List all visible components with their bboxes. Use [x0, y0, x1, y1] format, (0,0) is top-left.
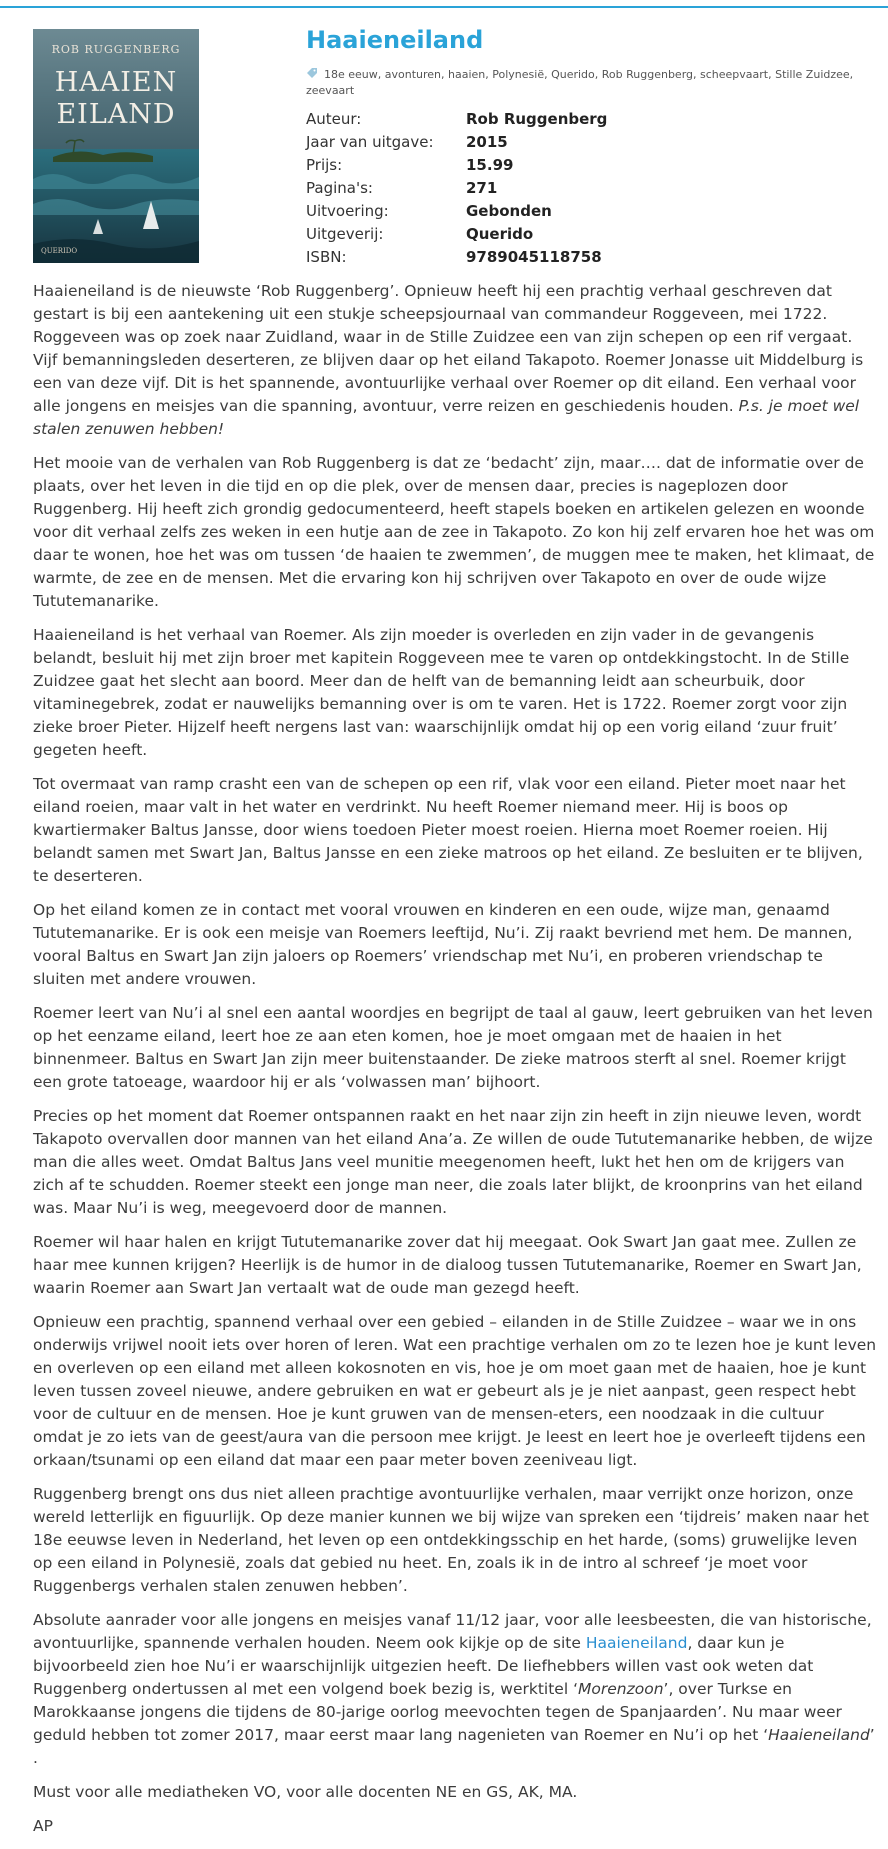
- meta-label: ISBN:: [306, 248, 347, 266]
- review-paragraph: [33, 280, 878, 441]
- review-paragraph: Roemer leert van Nu’i al snel een aantal woordjes en begrijpt de taal al gauw, leert gebruiken van het leven op het eenzame eiland, leert hoe ze aan eten komen, hoe je moet omgaan met de haaien in het binnenmeer. Baltus en Swart Jan zijn meer buitenstaander. De zieke matroos sterft al snel. Roemer krijgt een grote tatoeage, waardoor hij er als ‘volwassen man’ bijhoort.: [33, 1004, 873, 1091]
- meta-row-author: [306, 108, 607, 131]
- meta-row-isbn: [306, 246, 607, 269]
- meta-row-format: [306, 200, 607, 223]
- reviewer-initials: AP: [33, 1817, 53, 1835]
- meta-value: Querido: [466, 225, 534, 243]
- meta-label: Jaar van uitgave:: [306, 133, 434, 151]
- paragraph-text: Haaieneiland is de nieuwste ‘Rob Ruggenberg’. Opnieuw heeft hij een prachtig verhaal geschreven dat gestart is bij een aantekening uit een stukje scheepsjournaal van commandeur Roggeveen, mei 1722. Roggeveen was op zoek naar Zuidland, waar in de Stille Zuidzee een van zijn schepen op een rif vergaat. Vijf bemanningsleden deserteren, ze blijven daar op het eiland Takapoto. Roemer Jonasse uit Middelburg is een van deze vijf. Dit is het spannende, avontuurlijke verhaal over Roemer op dit eiland. Een verhaal voor alle jongens en meisjes van die spanning, avontuur, verre reizen en geschiedenis houden.: [33, 282, 864, 415]
- cover-publisher: QUERIDO: [41, 247, 78, 255]
- meta-label: Uitgeverij:: [306, 225, 384, 243]
- cover-title-line-2: EILAND: [56, 99, 176, 130]
- meta-label: Uitvoering:: [306, 202, 389, 220]
- meta-row-year: [306, 131, 607, 154]
- book-cover: [33, 29, 199, 263]
- review-paragraph: Ruggenberg brengt ons dus niet alleen prachtige avontuurlijke verhalen, maar verrijkt onze horizon, onze wereld letterlijk en figuurlijk. Op deze manier kunnen we bij wijze van spreken een ‘tijdreis’ maken naar het 18e eeuwse leven in Nederland, het leven op een ontdekkingsschip en het harde, (soms) gruwelijke leven op een eiland in Polynesië, zoals dat gebied nu heet. En, zoals ik in de intro al schreef ‘je moet voor Ruggenbergs verhalen stalen zenuwen hebben’.: [33, 1485, 869, 1595]
- paragraph-italic: Haaieneiland: [768, 1726, 870, 1744]
- meta-row-publisher: [306, 223, 607, 246]
- paragraph-italic: Morenzoon: [578, 1680, 664, 1698]
- review-paragraph: Must voor alle mediatheken VO, voor alle docenten NE en GS, AK, MA.: [33, 1783, 578, 1801]
- review-paragraph: [33, 1609, 878, 1770]
- top-accent-line: [0, 6, 888, 8]
- cover-title-line-1: HAAIEN: [54, 67, 178, 98]
- meta-value: Rob Ruggenberg: [466, 110, 608, 128]
- review-paragraph: Haaieneiland is het verhaal van Roemer. Als zijn moeder is overleden en zijn vader in de gevangenis belandt, besluit hij met zijn broer met kapitein Roggeveen mee te varen op ontdekkingstocht. In de Stille Zuidzee gaat het slecht aan boord. Meer dan de helft van de bemanning leidt aan scheurbuik, door vitaminegebrek, zodat er nauwelijks bemanning over is om te varen. Het is 1722. Roemer zorgt voor zijn zieke broer Pieter. Hijzelf heeft nergens last van: waarschijnlijk omdat hij op een vorig eiland ‘zuur fruit’ gegeten heeft.: [33, 626, 850, 759]
- meta-label: Auteur:: [306, 110, 362, 128]
- book-title: Haaieneiland: [306, 26, 484, 54]
- meta-row-price: [306, 154, 607, 177]
- cover-author: ROB RUGGENBERG: [51, 43, 181, 56]
- paragraph-text: Absolute aanrader voor alle jongens en meisjes vanaf 11/12 jaar, voor alle leesbeesten, die van historische, avontuurlijke, spannende verhalen houden. Neem ook kijkje op de site: [33, 1611, 872, 1652]
- tag-list: [306, 67, 856, 98]
- meta-value: 15.99: [466, 156, 514, 174]
- meta-value: 271: [466, 179, 498, 197]
- review-paragraph: Precies op het moment dat Roemer ontspannen raakt en het naar zijn zin heeft in zijn nieuwe leven, wordt Takapoto overvallen door mannen van het eiland Ana’a. Ze willen de oude Tututemanarike hebben, de wijze man die alles weet. Omdat Baltus Jans veel munitie meegenomen heeft, lukt het hen om de krijgers van zich af te schudden. Roemer steekt een jonge man neer, die zoals later blijkt, de kroonprins van het eiland was. Maar Nu’i is weg, meegevoerd door de mannen.: [33, 1107, 873, 1217]
- tag-links[interactable]: 18e eeuw, avonturen, haaien, Polynesië, Querido, Rob Ruggenberg, scheepvaart, Stille Zuidzee, zeevaart: [306, 68, 854, 97]
- paragraph-text: ’, over Turkse en Marokkaanse jongens die tijdens de 80-jarige oorlog meevochten tegen de Spanjaarden’. Nu maar weer geduld hebben tot zomer 2017, maar eerst maar lang nagenieten van Roemer en Nu’i op het ‘: [33, 1680, 842, 1744]
- review-paragraph: Opnieuw een prachtig, spannend verhaal over een gebied – eilanden in de Stille Zuidzee – waar we in ons onderwijs vrijwel nooit iets over horen of leren. Wat een prachtige verhalen om zo te lezen hoe je kunt leven en overleven op een eiland met alleen kokosnoten en vis, hoe je om moet gaan met de haaien, hoe je kunt leven tussen zoveel nieuwe, andere gebruiken en wat er gebeurt als je je niet aanpast, geen respect hebt voor de cultuur en de mensen. Hoe je kunt gruwen van de mensen-eters, een noodzaak in die cultuur omdat je zo iets van de geest/aura van die persoon mee krijgt. Je leest en leert hoe je overleeft tijdens een orkaan/tsunami op een eiland dat maar een paar meter boven zeeniveau ligt.: [33, 1313, 877, 1469]
- meta-label: Pagina's:: [306, 179, 373, 197]
- meta-value: 9789045118758: [466, 248, 602, 266]
- paragraph-text: ’ .: [33, 1726, 875, 1767]
- review-paragraph: Het mooie van de verhalen van Rob Ruggenberg is dat ze ‘bedacht’ zijn, maar…. dat de informatie over de plaats, over het leven in die tijd en op die plek, over de mensen daar, precies is nageplozen door Ruggenberg. Hij heeft zich grondig gedocumenteerd, heeft stapels boeken en artikelen gelezen en woonde voor dit verhaal zelfs zes weken in een hutje aan de zee in Takapoto. Zo kon hij zelf ervaren hoe het was om daar te wonen, hoe het was om tussen ‘de haaien te zwemmen’, de muggen mee te maken, het klimaat, de warmte, de zee en de mensen. Met die ervaring kon hij schrijven over Takapoto en over de oude wijze Tututemanarike.: [33, 454, 875, 610]
- meta-value: 2015: [466, 133, 508, 151]
- paragraph-italic: P.s. je moet wel stalen zenuwen hebben!: [33, 397, 860, 438]
- meta-row-pages: [306, 177, 607, 200]
- cover-artwork: [33, 29, 199, 263]
- review-body: [33, 280, 878, 1849]
- review-paragraph: Roemer wil haar halen en krijgt Tututemanarike zover dat hij meegaat. Ook Swart Jan gaat mee. Zullen ze haar mee kunnen krijgen? Heerlijk is de humor in de dialoog tussen Tututemanarike, Roemer en Swart Jan, waarin Roemer aan Swart Jan vertaalt wat de oude man gezegd heeft.: [33, 1233, 862, 1297]
- paragraph-text: , daar kun je bijvoorbeeld zien hoe Nu’i er waarschijnlijk uitgezien heeft. De liefhebbers willen vast ook weten dat Ruggenberg ondertussen al met een volgend boek bezig is, werktitel ‘: [33, 1634, 814, 1698]
- meta-label: Prijs:: [306, 156, 343, 174]
- review-paragraph: Tot overmaat van ramp crasht een van de schepen op een rif, vlak voor een eiland. Pieter moet naar het eiland roeien, maar valt in het water en verdrinkt. Nu heeft Roemer niemand meer. Hij is boos op kwartiermaker Baltus Jansse, door wiens toedoen Pieter moest roeien. Hierna moet Roemer roeien. Hij belandt samen met Swart Jan, Baltus Jansse en een zieke matroos op het eiland. Ze besluiten er te blijven, te deserteren.: [33, 775, 863, 885]
- meta-value: Gebonden: [466, 202, 552, 220]
- haaieneiland-site-link[interactable]: Haaieneiland: [585, 1634, 688, 1652]
- tag-icon: [306, 67, 318, 83]
- book-meta-table: [306, 108, 607, 269]
- review-paragraph: Op het eiland komen ze in contact met vooral vrouwen en kinderen en een oude, wijze man, genaamd Tututemanarike. Er is ook een meisje van Roemers leeftijd, Nu’i. Zij raakt bevriend met hem. De mannen, vooral Baltus en Swart Jan zijn jaloers op Roemers’ vriendschap met Nu’i, en proberen vriendschap te sluiten met andere vrouwen.: [33, 901, 853, 988]
